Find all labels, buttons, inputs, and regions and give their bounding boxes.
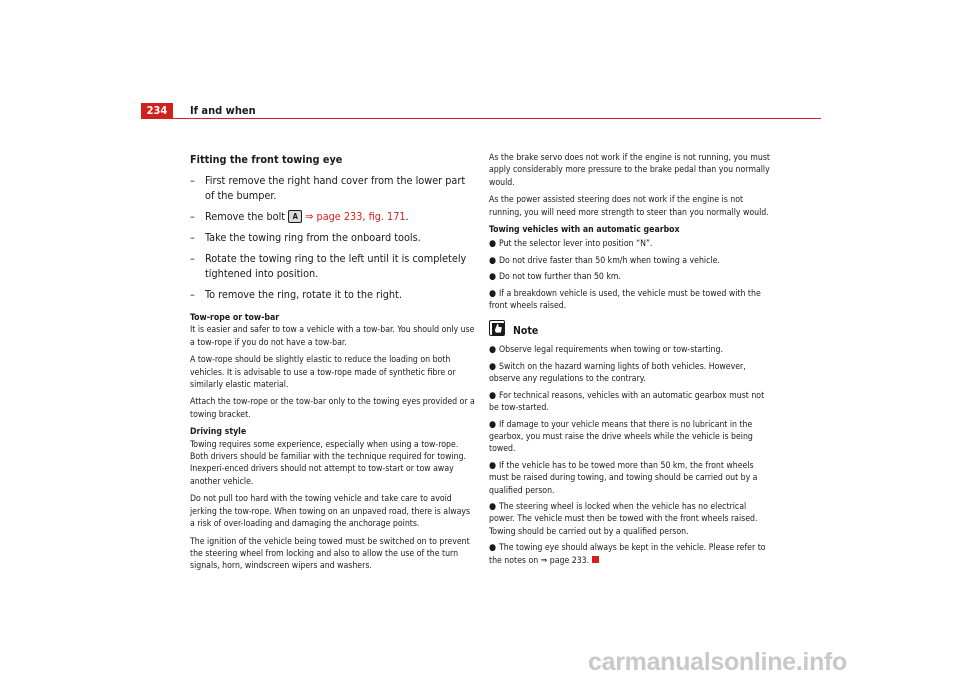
bullet-icon: ● (489, 501, 497, 512)
paragraph: It is easier and safer to tow a vehicle with a tow-bar. You should only use a tow-rope if you do not have a tow-bar. (190, 325, 475, 348)
note-icon (489, 320, 507, 338)
right-column (489, 152, 771, 571)
bullet-item: ● If a breakdown vehicle is used, the vehicle must be towed with the front wheels raised. (489, 288, 761, 312)
bullet-item: ● If the vehicle has to be towed more than 50 km, the front wheels must be raised during towing, and towing should be carried out by a qualified person. (489, 460, 758, 496)
running-header-title: If and when (190, 104, 256, 117)
paragraph: Towing requires some experience, especially when using a tow-rope. Both drivers should be familiar with the technique required for towing. Inexperi-enced drivers should not attempt to tow-start or tow away another vehicle. (190, 439, 467, 487)
section-end-icon (592, 556, 599, 563)
bullet-item: ● If damage to your vehicle means that there is no lubricant in the gearbox, you must raise the drive wheels while the vehicle is being towed. (489, 419, 753, 455)
step-item: – Take the towing ring from the onboard tools. (190, 231, 421, 244)
bullet-item: ● Do not tow further than 50 km. (489, 272, 622, 283)
step-item: – First remove the right hand cover from the lower part of the bumper. (190, 174, 466, 202)
bullet-icon: ● (489, 272, 497, 283)
bullet-icon: ● (489, 361, 497, 372)
paragraph: As the brake servo does not work if the engine is not running, you must apply considerably more pressure to the brake pedal than you normally would. (489, 153, 770, 188)
watermark: carmanualsonline.info (588, 648, 848, 676)
paragraph: A tow-rope should be slightly elastic to reduce the loading on both vehicles. It is advisable to use a tow-rope made of synthetic fibre or similarly elastic material. (190, 355, 456, 391)
bullet-icon: ● (489, 460, 497, 471)
bullet-item: ● The steering wheel is locked when the vehicle has no electrical power. The vehicle must then be towed with the front wheels raised. Towing should be carried out by a qualified person. (489, 501, 758, 537)
automatic-gearbox-heading: Towing vehicles with an automatic gearbox (489, 225, 680, 236)
note-title: Note (513, 325, 539, 338)
page-reference-link[interactable]: ⇒ page 233 (540, 555, 587, 566)
towrope-heading: Tow-rope or tow-bar (190, 313, 280, 323)
step-item: – Rotate the towing ring to the left until it is completely tightened into position. (190, 252, 467, 280)
paragraph: As the power assisted steering does not work if the engine is not running, you will need more strength to steer than you normally would. (489, 195, 769, 218)
bullet-item: ● For technical reasons, vehicles with an automatic gearbox must not be tow-started. (489, 390, 765, 414)
note-header (489, 320, 771, 338)
bullet-icon: ● (489, 288, 497, 299)
left-column (190, 152, 475, 578)
bullet-icon: ● (489, 390, 497, 401)
step-item: – Remove the bolt A ⇒ page 233, fig. 171. (190, 210, 409, 223)
section-title: Fitting the front towing eye (190, 153, 343, 166)
bullet-icon: ● (489, 419, 497, 430)
page-number: 234 (141, 103, 173, 119)
bullet-item: ● Observe legal requirements when towing or tow-starting. (489, 345, 723, 356)
bullet-item: ● Put the selector lever into position “N”. (489, 239, 653, 250)
paragraph: The ignition of the vehicle being towed must be switched on to prevent the steering wheel from locking and also to allow the use of the turn signals, horn, windscreen wipers and washers. (190, 536, 470, 572)
bullet-item: ● Switch on the hazard warning lights of both vehicles. However, observe any regulations to the contrary. (489, 361, 746, 385)
bullet-item: ● The towing eye should always be kept in the vehicle. Please refer to the notes on ⇒ page 233. (489, 543, 766, 566)
callout-a-icon: A (288, 210, 302, 223)
page-reference-link[interactable]: ⇒ page 233, fig. 171 (305, 210, 406, 223)
driving-style-heading: Driving style (190, 427, 247, 438)
bullet-icon: ● (489, 345, 497, 356)
bullet-icon: ● (489, 239, 497, 250)
bullet-item: ● Do not drive faster than 50 km/h when towing a vehicle. (489, 255, 720, 266)
paragraph: Attach the tow-rope or the tow-bar only to the towing eyes provided or a towing bracket. (190, 397, 475, 420)
header-rule (141, 118, 821, 119)
step-item: – To remove the ring, rotate it to the right. (190, 288, 402, 301)
paragraph: Do not pull too hard with the towing vehicle and take care to avoid jerking the tow-rope. When towing on an unpaved road, there is always a risk of over-loading and damaging the anchorage points. (190, 494, 471, 530)
bullet-icon: ● (489, 543, 497, 554)
bullet-icon: ● (489, 255, 497, 266)
